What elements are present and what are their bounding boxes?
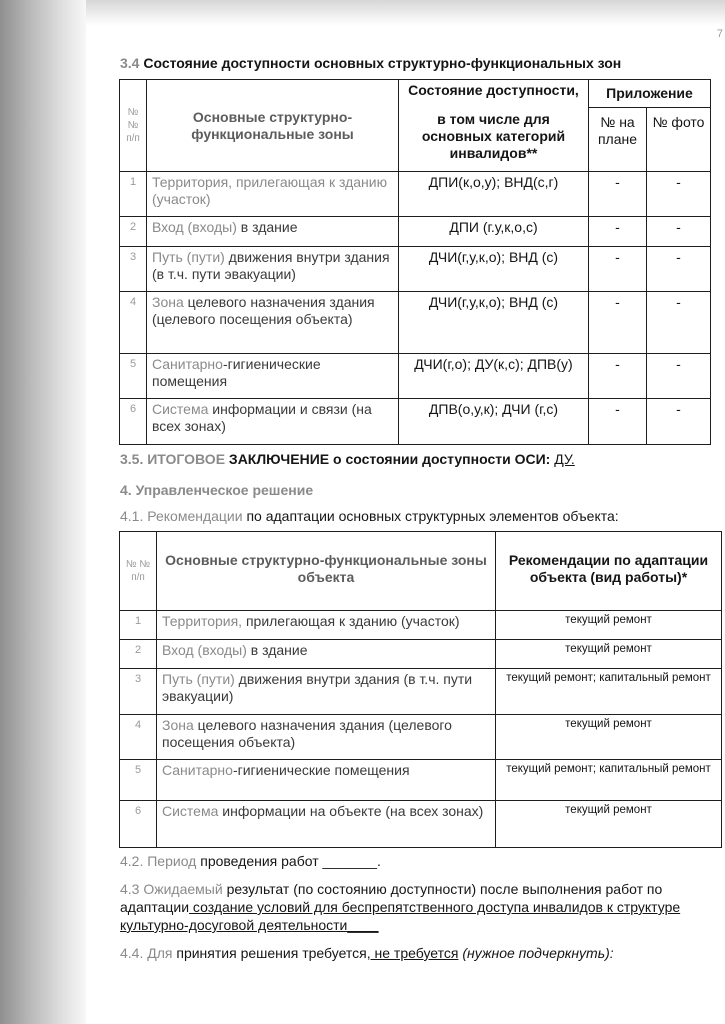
accessibility-table: [119, 79, 711, 445]
final-conclusion-number: 3.5. ИТОГОВОЕ: [120, 451, 226, 467]
accessibility-status: ДПВ(о,у,к); ДЧИ (г,с): [399, 399, 589, 445]
table-row: [120, 640, 722, 669]
work-type: текущий ремонт; капитальный ремонт: [496, 760, 722, 801]
zone-name: Санитарно-гигиенические помещения: [157, 760, 496, 801]
row-number: 6: [120, 801, 157, 848]
photo-number: -: [647, 292, 711, 354]
table1-header-status: [399, 80, 589, 172]
row-number: 4: [120, 715, 157, 760]
plan-number: -: [589, 172, 647, 217]
row-number: 1: [120, 172, 147, 217]
work-type: текущий ремонт: [496, 801, 722, 848]
plan-number: -: [589, 217, 647, 247]
work-type: текущий ремонт: [496, 640, 722, 669]
final-conclusion-value: ДУ.: [554, 451, 575, 467]
table-row: [120, 292, 711, 354]
zone-name: Система информации на объекте (на всех зонах): [157, 801, 496, 848]
section-3-4-title-text: Состояние доступности основных структурно-функциональных зон: [143, 55, 622, 71]
expected-result: создание условий для беспрепятственного доступа инвалидов к структуре культурно-досуговой деятельности____: [120, 899, 681, 933]
table1-header-num: № № п/п: [120, 80, 147, 172]
accessibility-status: ДЧИ(г,у,к,о); ВНД (с): [399, 247, 589, 292]
zone-name: Путь (пути) движения внутри здания (в т.ч. пути эвакуации): [157, 669, 496, 715]
row-number: 1: [120, 611, 157, 640]
plan-number: -: [589, 247, 647, 292]
table-row: [120, 611, 722, 640]
row-number: 2: [120, 640, 157, 669]
page-number: 7: [716, 28, 723, 40]
section-3-4-number: 3.4: [120, 55, 140, 71]
scan-shadow-left: [0, 0, 86, 1024]
plan-number: -: [589, 292, 647, 354]
scan-shadow-top: [86, 0, 725, 26]
row-number: 4: [120, 292, 147, 354]
table-row: [120, 669, 722, 715]
table-row: [120, 399, 711, 445]
zone-name: Зона целевого назначения здания (целевого посещения объекта): [157, 715, 496, 760]
final-conclusion: 3.5. ИТОГОВОЕ ЗАКЛЮЧЕНИЕ о состоянии доступности ОСИ: ДУ.: [120, 451, 575, 467]
table1-header-photo: № фото: [647, 108, 711, 172]
section-4-2-text: 4.2. Период проведения работ _______.: [120, 853, 381, 869]
accessibility-status: ДЧИ(г,о); ДУ(к,с); ДПВ(у): [399, 354, 589, 399]
row-number: 5: [120, 760, 157, 801]
recommendations-table: [119, 531, 722, 848]
final-conclusion-text: ЗАКЛЮЧЕНИЕ о состоянии доступности ОСИ: [225, 451, 546, 467]
section-4-3-text: 4.3 Ожидаемый результат (по состоянию доступности) после выполнения работ по адаптации создание условий для беспрепятственного доступа инвалидов к структуре культурно-досуговой деятельности____: [120, 881, 681, 933]
zone-name: Вход (входы) в здание: [147, 217, 399, 247]
table1-header-status-line1: Состояние доступности,: [408, 82, 579, 98]
table-row: [120, 354, 711, 399]
table1-header-zones: Основные структурно-функциональные зоны: [147, 80, 399, 172]
table-row: [120, 217, 711, 247]
photo-number: -: [647, 247, 711, 292]
table1-header-plan: № на плане: [589, 108, 647, 172]
photo-number: -: [647, 172, 711, 217]
zone-name: Путь (пути) движения внутри здания (в т.ч. пути эвакуации): [147, 247, 399, 292]
row-number: 2: [120, 217, 147, 247]
photo-number: -: [647, 217, 711, 247]
table2-header-num: № № п/п: [120, 532, 157, 611]
row-number: 3: [120, 669, 157, 715]
work-type: текущий ремонт: [496, 715, 722, 760]
table-row: [120, 715, 722, 760]
table-row: [120, 247, 711, 292]
section-4-4-text: 4.4. Для принятия решения требуется, не требуется (нужное подчеркнуть):: [120, 945, 614, 961]
work-type: текущий ремонт: [496, 611, 722, 640]
row-number: 6: [120, 399, 147, 445]
zone-name: Санитарно-гигиенические помещения: [147, 354, 399, 399]
zone-name: Территория, прилегающая к зданию (участок): [147, 172, 399, 217]
row-number: 5: [120, 354, 147, 399]
photo-number: -: [647, 354, 711, 399]
accessibility-status: ДПИ (г.у,к,о,с): [399, 217, 589, 247]
plan-number: -: [589, 399, 647, 445]
zone-name: Зона целевого назначения здания (целевого посещения объекта): [147, 292, 399, 354]
table2-header-zones: Основные структурно-функциональные зоны объекта: [157, 532, 496, 611]
accessibility-status: ДПИ(к,о,у); ВНД(с,г): [399, 172, 589, 217]
table1-header-status-line2: в том числе для основных категорий инвалидов**: [421, 111, 566, 161]
work-type: текущий ремонт; капитальный ремонт: [496, 669, 722, 715]
not-required-option: , не требуется: [366, 945, 459, 961]
plan-number: -: [589, 354, 647, 399]
table-row: [120, 760, 722, 801]
table1-header-appendix: Приложение: [589, 80, 711, 108]
table-row: [120, 172, 711, 217]
section-4-title: 4. Управленческое решение: [120, 482, 314, 498]
row-number: 3: [120, 247, 147, 292]
section-4-1-text: 4.1. Рекомендации по адаптации основных структурных элементов объекта:: [120, 508, 619, 524]
zone-name: Территория, прилегающая к зданию (участок): [157, 611, 496, 640]
photo-number: -: [647, 399, 711, 445]
zone-name: Система информации и связи (на всех зонах): [147, 399, 399, 445]
zone-name: Вход (входы) в здание: [157, 640, 496, 669]
accessibility-status: ДЧИ(г,у,к,о); ВНД (с): [399, 292, 589, 354]
section-3-4-title: [120, 55, 621, 71]
table2-header-recommend: Рекомендации по адаптации объекта (вид работы)*: [496, 532, 722, 611]
table-row: [120, 801, 722, 848]
